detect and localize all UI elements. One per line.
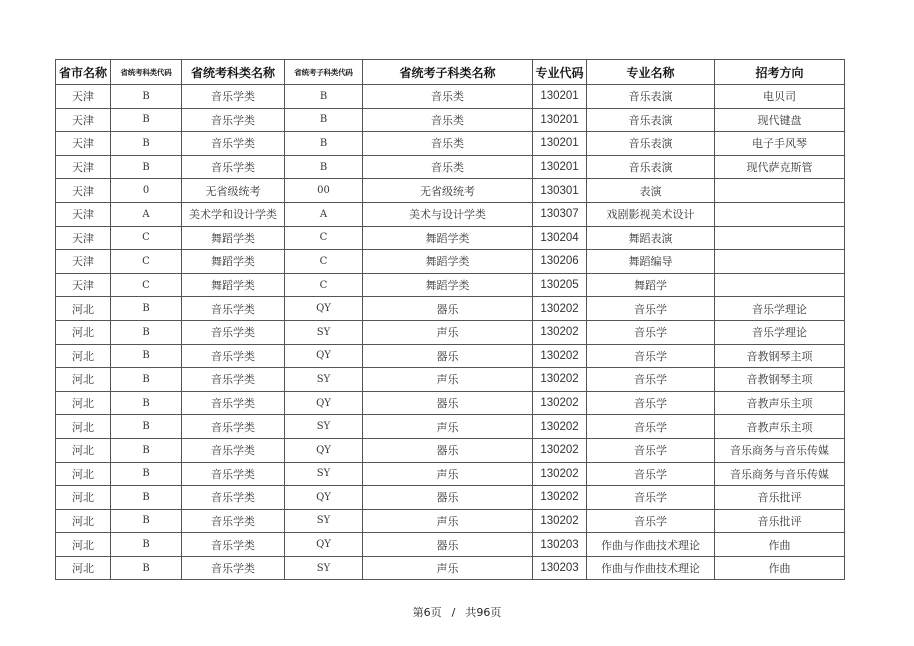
cell-subcategory-code: 00 — [285, 179, 363, 203]
table-row — [56, 556, 845, 580]
cell-major-code: 130203 — [533, 533, 587, 557]
cell-major-code: 130202 — [533, 462, 587, 486]
table-row — [56, 509, 845, 533]
cell-category-code: B — [111, 486, 182, 510]
cell-subcategory-code: QY — [285, 438, 363, 462]
cell-major-code: 130205 — [533, 273, 587, 297]
cell-category-code: B — [111, 297, 182, 321]
table-row — [56, 250, 845, 274]
cell-subcategory-name: 声乐 — [363, 415, 533, 439]
header-major-name: 专业名称 — [587, 60, 715, 85]
page-indicator — [0, 604, 914, 620]
cell-category-name: 音乐学类 — [182, 368, 285, 392]
cell-category-code: B — [111, 108, 182, 132]
cell-category-code: B — [111, 438, 182, 462]
total-pages: 共96页 — [465, 606, 502, 619]
cell-major-name: 音乐学 — [587, 415, 715, 439]
cell-subcategory-name: 声乐 — [363, 368, 533, 392]
cell-major-name: 戏剧影视美术设计 — [587, 202, 715, 226]
cell-category-name: 美术学和设计学类 — [182, 202, 285, 226]
cell-subcategory-code: SY — [285, 415, 363, 439]
cell-subcategory-name: 声乐 — [363, 509, 533, 533]
cell-category-code: B — [111, 132, 182, 156]
cell-category-code: B — [111, 556, 182, 580]
cell-direction: 电贝司 — [715, 85, 845, 109]
cell-province: 河北 — [56, 533, 111, 557]
table-row — [56, 320, 845, 344]
cell-category-name: 音乐学类 — [182, 556, 285, 580]
cell-province: 河北 — [56, 509, 111, 533]
cell-major-code: 130201 — [533, 132, 587, 156]
cell-category-name: 音乐学类 — [182, 132, 285, 156]
cell-direction: 音教声乐主项 — [715, 415, 845, 439]
cell-major-name: 音乐学 — [587, 391, 715, 415]
cell-category-code: C — [111, 273, 182, 297]
cell-major-name: 音乐学 — [587, 486, 715, 510]
cell-category-code: 0 — [111, 179, 182, 203]
cell-subcategory-code: QY — [285, 297, 363, 321]
cell-province: 天津 — [56, 155, 111, 179]
cell-category-name: 音乐学类 — [182, 462, 285, 486]
cell-category-code: C — [111, 250, 182, 274]
cell-province: 天津 — [56, 85, 111, 109]
cell-major-name: 音乐学 — [587, 509, 715, 533]
cell-major-code: 130307 — [533, 202, 587, 226]
cell-province: 河北 — [56, 297, 111, 321]
cell-province: 河北 — [56, 438, 111, 462]
header-subcategory-name: 省统考子科类名称 — [363, 60, 533, 85]
table-row — [56, 179, 845, 203]
cell-major-name: 音乐表演 — [587, 155, 715, 179]
cell-major-name: 作曲与作曲技术理论 — [587, 556, 715, 580]
table-row — [56, 297, 845, 321]
cell-major-code: 130206 — [533, 250, 587, 274]
cell-direction — [715, 273, 845, 297]
cell-direction: 电子手风琴 — [715, 132, 845, 156]
cell-category-name: 音乐学类 — [182, 155, 285, 179]
cell-subcategory-name: 无省级统考 — [363, 179, 533, 203]
cell-category-code: B — [111, 344, 182, 368]
cell-province: 河北 — [56, 486, 111, 510]
cell-major-code: 130202 — [533, 486, 587, 510]
cell-category-name: 无省级统考 — [182, 179, 285, 203]
cell-category-code: A — [111, 202, 182, 226]
cell-subcategory-code: B — [285, 132, 363, 156]
cell-subcategory-code: C — [285, 273, 363, 297]
header-direction: 招考方向 — [715, 60, 845, 85]
cell-major-name: 音乐学 — [587, 438, 715, 462]
cell-subcategory-code: SY — [285, 462, 363, 486]
cell-major-name: 作曲与作曲技术理论 — [587, 533, 715, 557]
cell-major-code: 130202 — [533, 391, 587, 415]
cell-province: 天津 — [56, 226, 111, 250]
cell-major-code: 130201 — [533, 85, 587, 109]
cell-subcategory-code: SY — [285, 556, 363, 580]
cell-major-code: 130202 — [533, 509, 587, 533]
table-row — [56, 391, 845, 415]
cell-direction — [715, 202, 845, 226]
table-row — [56, 368, 845, 392]
cell-category-name: 音乐学类 — [182, 344, 285, 368]
cell-direction — [715, 250, 845, 274]
cell-major-code: 130301 — [533, 179, 587, 203]
cell-major-code: 130202 — [533, 415, 587, 439]
cell-province: 天津 — [56, 132, 111, 156]
cell-province: 河北 — [56, 462, 111, 486]
cell-subcategory-name: 舞蹈学类 — [363, 226, 533, 250]
table-row — [56, 533, 845, 557]
cell-category-name: 音乐学类 — [182, 415, 285, 439]
cell-category-code: B — [111, 533, 182, 557]
cell-major-name: 音乐学 — [587, 320, 715, 344]
cell-subcategory-name: 美术与设计学类 — [363, 202, 533, 226]
cell-subcategory-name: 器乐 — [363, 438, 533, 462]
cell-direction — [715, 179, 845, 203]
cell-major-name: 舞蹈表演 — [587, 226, 715, 250]
cell-major-code: 130202 — [533, 320, 587, 344]
page-separator: / — [451, 606, 456, 619]
cell-category-code: B — [111, 509, 182, 533]
cell-subcategory-name: 器乐 — [363, 344, 533, 368]
cell-category-code: B — [111, 85, 182, 109]
cell-direction — [715, 226, 845, 250]
cell-subcategory-name: 音乐类 — [363, 108, 533, 132]
cell-category-code: B — [111, 462, 182, 486]
table-row — [56, 226, 845, 250]
cell-subcategory-name: 器乐 — [363, 297, 533, 321]
cell-subcategory-name: 声乐 — [363, 320, 533, 344]
cell-subcategory-code: C — [285, 226, 363, 250]
cell-major-name: 音乐学 — [587, 368, 715, 392]
cell-subcategory-code: SY — [285, 320, 363, 344]
cell-province: 河北 — [56, 415, 111, 439]
cell-subcategory-code: QY — [285, 344, 363, 368]
cell-direction: 音乐批评 — [715, 509, 845, 533]
header-province: 省市名称 — [56, 60, 111, 85]
current-page: 第6页 — [412, 606, 442, 619]
cell-category-name: 音乐学类 — [182, 108, 285, 132]
cell-subcategory-code: C — [285, 250, 363, 274]
cell-major-name: 音乐学 — [587, 462, 715, 486]
table-row — [56, 155, 845, 179]
enrollment-table — [55, 59, 845, 580]
cell-major-code: 130203 — [533, 556, 587, 580]
cell-major-name: 音乐学 — [587, 344, 715, 368]
cell-direction: 音乐学理论 — [715, 320, 845, 344]
cell-subcategory-name: 声乐 — [363, 462, 533, 486]
cell-subcategory-code: B — [285, 85, 363, 109]
table-row — [56, 85, 845, 109]
table-row — [56, 438, 845, 462]
cell-direction: 音乐批评 — [715, 486, 845, 510]
table-row — [56, 415, 845, 439]
cell-subcategory-code: QY — [285, 486, 363, 510]
cell-category-name: 音乐学类 — [182, 438, 285, 462]
cell-direction: 音乐商务与音乐传媒 — [715, 462, 845, 486]
cell-major-code: 130202 — [533, 344, 587, 368]
cell-category-name: 音乐学类 — [182, 509, 285, 533]
cell-major-code: 130202 — [533, 297, 587, 321]
table-row — [56, 486, 845, 510]
cell-subcategory-code: QY — [285, 391, 363, 415]
cell-direction: 音教钢琴主项 — [715, 344, 845, 368]
header-category-code: 省统考科类代码 — [111, 60, 182, 85]
cell-direction: 作曲 — [715, 556, 845, 580]
cell-subcategory-name: 器乐 — [363, 486, 533, 510]
cell-subcategory-name: 器乐 — [363, 533, 533, 557]
cell-major-code: 130201 — [533, 155, 587, 179]
cell-category-code: B — [111, 391, 182, 415]
cell-major-name: 表演 — [587, 179, 715, 203]
cell-subcategory-name: 声乐 — [363, 556, 533, 580]
cell-province: 河北 — [56, 556, 111, 580]
cell-major-name: 音乐学 — [587, 297, 715, 321]
cell-direction: 音乐商务与音乐传媒 — [715, 438, 845, 462]
cell-category-name: 舞蹈学类 — [182, 273, 285, 297]
header-subcategory-code: 省统考子科类代码 — [285, 60, 363, 85]
cell-category-code: B — [111, 155, 182, 179]
cell-subcategory-code: B — [285, 155, 363, 179]
cell-category-code: C — [111, 226, 182, 250]
cell-category-code: B — [111, 368, 182, 392]
cell-category-code: B — [111, 320, 182, 344]
table-row — [56, 462, 845, 486]
cell-major-code: 130202 — [533, 368, 587, 392]
cell-direction: 现代键盘 — [715, 108, 845, 132]
cell-category-code: B — [111, 415, 182, 439]
cell-direction: 音教声乐主项 — [715, 391, 845, 415]
cell-subcategory-name: 音乐类 — [363, 85, 533, 109]
cell-subcategory-code: SY — [285, 509, 363, 533]
cell-major-code: 130204 — [533, 226, 587, 250]
cell-subcategory-code: A — [285, 202, 363, 226]
cell-direction: 现代萨克斯管 — [715, 155, 845, 179]
cell-province: 天津 — [56, 108, 111, 132]
cell-subcategory-name: 舞蹈学类 — [363, 273, 533, 297]
cell-major-code: 130201 — [533, 108, 587, 132]
cell-subcategory-code: QY — [285, 533, 363, 557]
table-row — [56, 202, 845, 226]
cell-category-name: 音乐学类 — [182, 297, 285, 321]
cell-province: 天津 — [56, 250, 111, 274]
cell-province: 河北 — [56, 368, 111, 392]
cell-category-name: 音乐学类 — [182, 533, 285, 557]
cell-category-name: 音乐学类 — [182, 486, 285, 510]
header-major-code: 专业代码 — [533, 60, 587, 85]
cell-subcategory-name: 音乐类 — [363, 132, 533, 156]
cell-category-name: 舞蹈学类 — [182, 250, 285, 274]
header-category-name: 省统考科类名称 — [182, 60, 285, 85]
cell-category-name: 音乐学类 — [182, 391, 285, 415]
cell-major-name: 音乐表演 — [587, 132, 715, 156]
cell-subcategory-name: 舞蹈学类 — [363, 250, 533, 274]
cell-major-name: 舞蹈学 — [587, 273, 715, 297]
cell-category-name: 音乐学类 — [182, 85, 285, 109]
table-row — [56, 273, 845, 297]
table-row — [56, 132, 845, 156]
cell-province: 河北 — [56, 320, 111, 344]
cell-subcategory-name: 器乐 — [363, 391, 533, 415]
cell-direction: 作曲 — [715, 533, 845, 557]
cell-category-name: 舞蹈学类 — [182, 226, 285, 250]
cell-province: 河北 — [56, 344, 111, 368]
cell-subcategory-code: SY — [285, 368, 363, 392]
cell-subcategory-code: B — [285, 108, 363, 132]
table-header-row — [56, 60, 845, 85]
cell-major-name: 音乐表演 — [587, 108, 715, 132]
cell-major-name: 舞蹈编导 — [587, 250, 715, 274]
table-row — [56, 108, 845, 132]
cell-major-code: 130202 — [533, 438, 587, 462]
cell-subcategory-name: 音乐类 — [363, 155, 533, 179]
cell-direction: 音乐学理论 — [715, 297, 845, 321]
cell-direction: 音教钢琴主项 — [715, 368, 845, 392]
cell-province: 河北 — [56, 391, 111, 415]
table-row — [56, 344, 845, 368]
table-body — [56, 85, 845, 580]
cell-category-name: 音乐学类 — [182, 320, 285, 344]
cell-major-name: 音乐表演 — [587, 85, 715, 109]
cell-province: 天津 — [56, 179, 111, 203]
cell-province: 天津 — [56, 273, 111, 297]
cell-province: 天津 — [56, 202, 111, 226]
